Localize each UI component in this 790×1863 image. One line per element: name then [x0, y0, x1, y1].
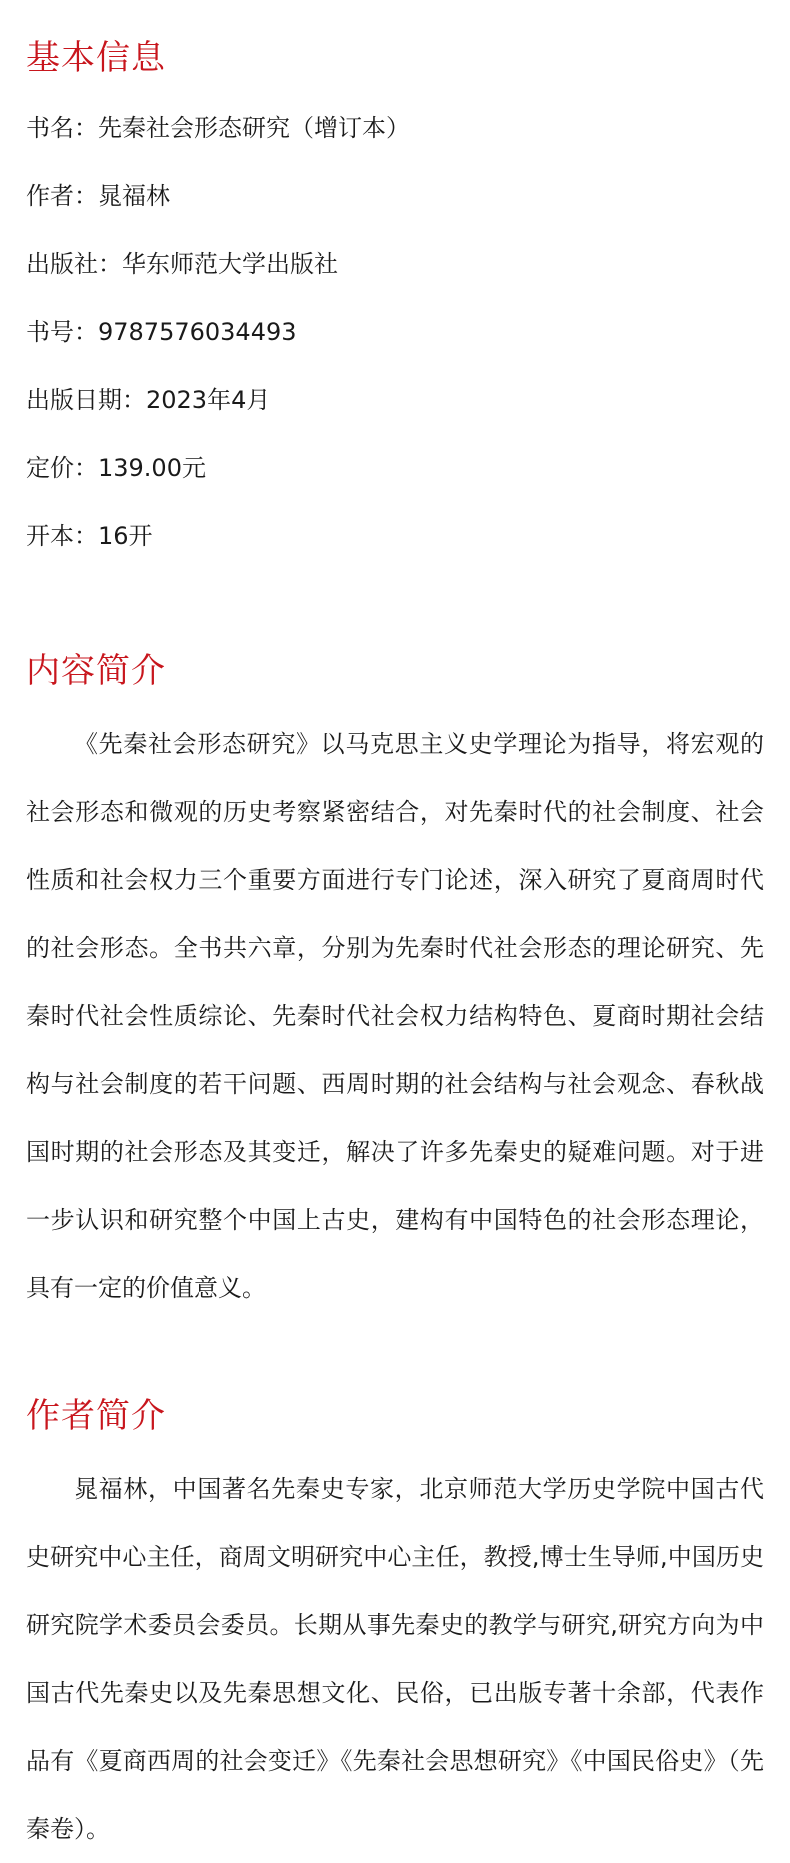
info-item-price: 定价：139.00元 [26, 454, 206, 482]
info-item-format: 开本：16开 [26, 522, 153, 550]
content-intro-heading: 内容简介 [26, 651, 166, 691]
info-item-title: 书名：先秦社会形态研究（增订本） [26, 114, 410, 142]
content-intro-paragraph: 《先秦社会形态研究》以马克思主义史学理论为指导，将宏观的社会形态和微观的历史考察紧密结合，对先秦时代的社会制度、社会性质和社会权力三个重要方面进行专门论述，深入研究了夏商周时代的社会形态。全书共六章，分别为先秦时代社会形态的理论研究、先秦时代社会性质综论、先秦时代社会权力结构特色、夏商时期社会结构与社会制度的若干问题、西周时期的社会结构与社会观念、春秋战国时期的社会形态及其变迁，解决了许多先秦史的疑难问题。对于进一步认识和研究整个中国上古史，建构有中国特色的社会形态理论，具有一定的价值意义。 [26, 730, 764, 1302]
basic-info-heading: 基本信息 [26, 38, 166, 78]
info-item-publisher: 出版社：华东师范大学出版社 [26, 250, 338, 278]
info-item-isbn: 书号：9787576034493 [26, 318, 297, 346]
basic-info-list [26, 111, 764, 587]
info-item-author: 作者：晁福林 [26, 182, 170, 210]
author-intro-paragraph: 晁福林，中国著名先秦史专家，北京师范大学历史学院中国古代史研究中心主任，商周文明研究中心主任，教授,博士生导师,中国历史研究院学术委员会委员。长期从事先秦史的教学与研究,研究方向为中国古代先秦史以及先秦思想文化、民俗，已出版专著十余部，代表作品有《夏商西周的社会变迁》《先秦社会思想研究》《中国民俗史》（先秦卷）。 [26, 1475, 764, 1843]
author-intro-heading: 作者简介 [26, 1396, 166, 1436]
info-item-publish-date: 出版日期：2023年4月 [26, 386, 271, 414]
